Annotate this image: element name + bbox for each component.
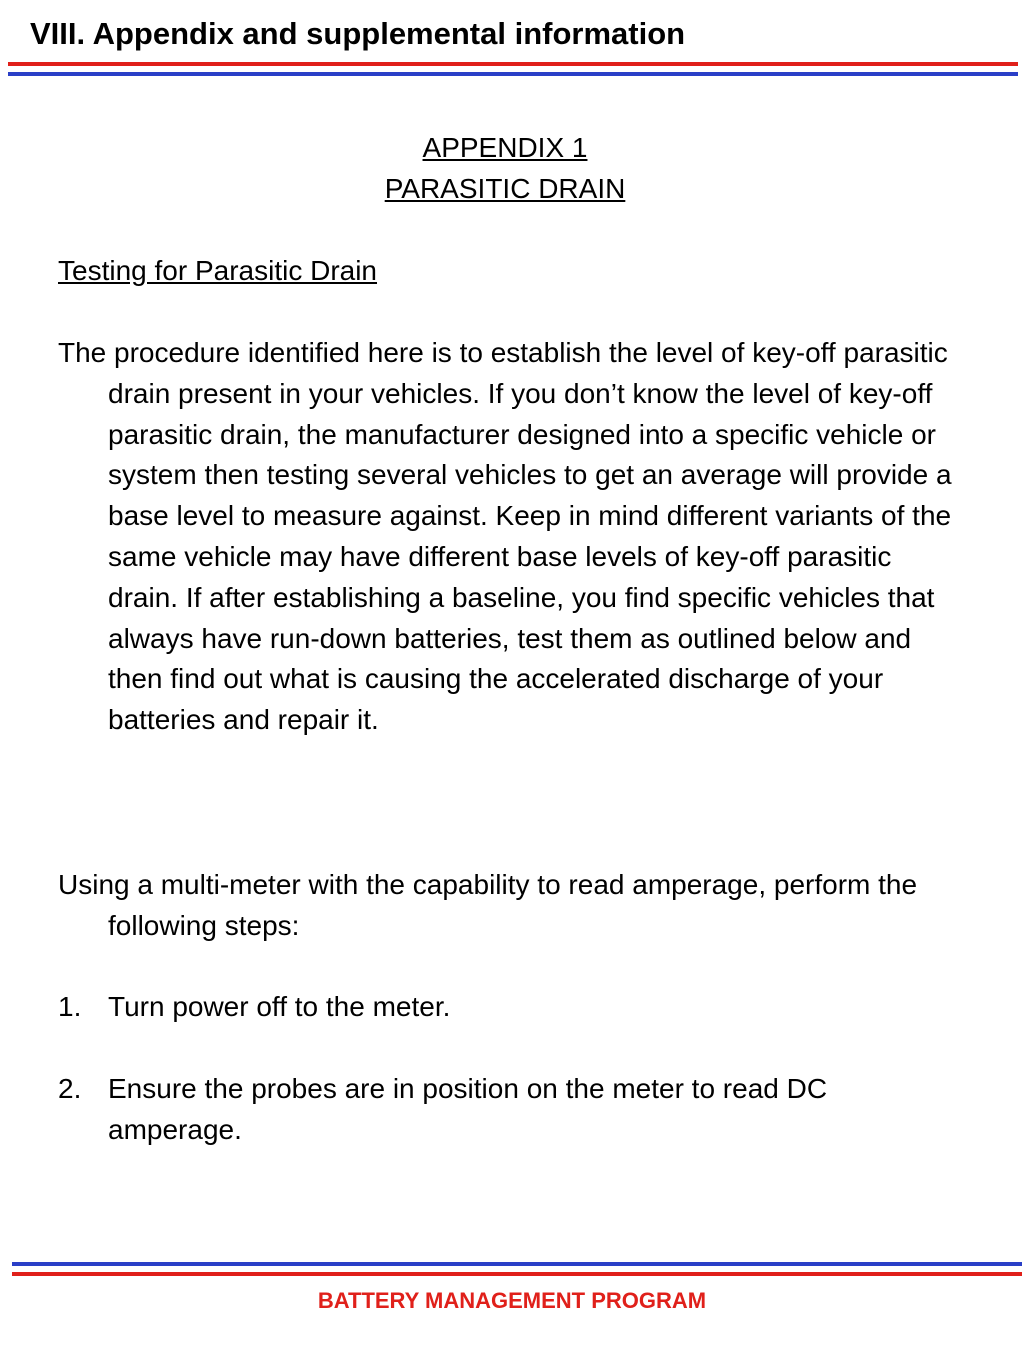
step-item (58, 1069, 964, 1151)
step-number: 2. (58, 1073, 82, 1104)
section-subheading: Testing for Parasitic Drain (58, 255, 378, 286)
header-rule-blue (8, 72, 1018, 76)
appendix-subtitle: PARASITIC DRAIN (384, 173, 626, 204)
footer-rule-red (12, 1272, 1022, 1276)
footer-program-name: BATTERY MANAGEMENT PROGRAM (317, 1288, 707, 1313)
step-number: 1. (58, 991, 82, 1022)
section-title: VIII. Appendix and supplemental information (30, 16, 686, 51)
step-text: Turn power off to the meter. (108, 991, 451, 1022)
appendix-title: APPENDIX 1 (422, 132, 588, 163)
footer-rule-blue (12, 1262, 1022, 1266)
multimeter-paragraph: Using a multi-meter with the capability to read amperage, perform the following steps: (58, 869, 918, 941)
intro-paragraph: The procedure identified here is to establish the level of key-off parasitic drain present in your vehicles. If you don’t know the level of key-off parasitic drain, the manufacturer designed into a specific vehicle or system then testing several vehicles to get an average will provide a base level to measure against. Keep in mind different variants of the same vehicle may have different base levels of key-off parasitic drain. If after establishing a baseline, you find specific vehicles that always have run-down batteries, test them as outlined below and then find out what is causing the accelerated discharge of your batteries and repair it. (58, 337, 952, 736)
header-rule-red (8, 62, 1018, 66)
step-text: Ensure the probes are in position on the meter to read DC amperage. (108, 1073, 828, 1145)
step-item (58, 987, 964, 1028)
